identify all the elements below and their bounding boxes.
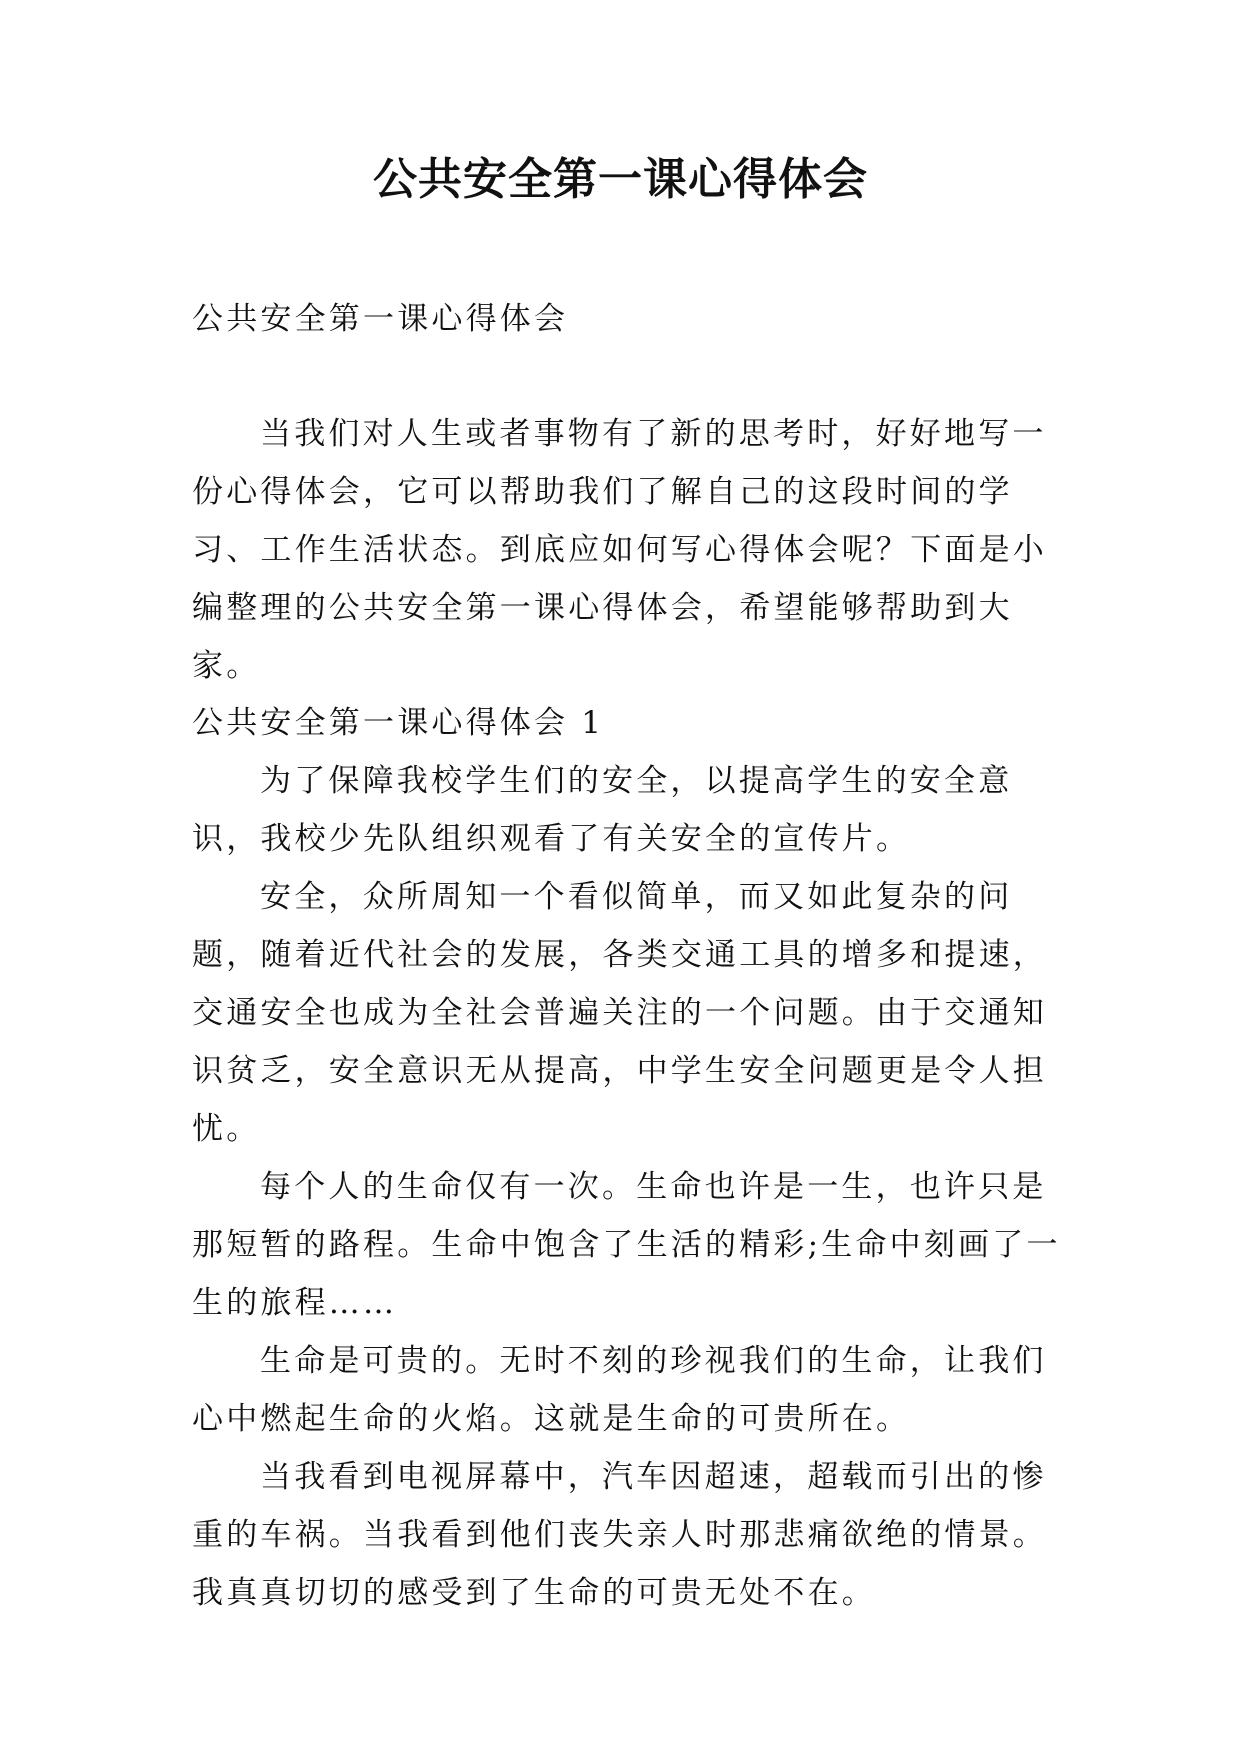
paragraph-5: 当我看到电视屏幕中，汽车因超速，超载而引出的惨重的车祸。当我看到他们丧失亲人时那悲痛欲绝的情景。我真真切切的感受到了生命的可贵无处不在。 <box>192 1459 1047 1611</box>
paragraph-4: 生命是可贵的。无时不刻的珍视我们的生命，让我们心中燃起生命的火焰。这就是生命的可贵所在。 <box>192 1343 1047 1437</box>
section-heading: 公共安全第一课心得体会 1 <box>192 705 605 741</box>
paragraph-1: 为了保障我校学生们的安全，以提高学生的安全意识，我校少先队组织观看了有关安全的宣传片。 <box>192 763 1013 857</box>
document-subtitle: 公共安全第一课心得体会 <box>192 301 569 337</box>
article-section-1 <box>192 694 1072 1622</box>
paragraph-3: 每个人的生命仅有一次。生命也许是一生，也许只是那短暂的路程。生命中饱含了生活的精彩;生命中刻画了一生的旅程…… <box>192 1169 1061 1321</box>
document-title: 公共安全第一课心得体会 <box>373 154 868 205</box>
intro-paragraph: 当我们对人生或者事物有了新的思考时，好好地写一份心得体会，它可以帮助我们了解自己的这段时间的学习、工作生活状态。到底应如何写心得体会呢？下面是小编整理的公共安全第一课心得体会，希望能够帮助到大家。 <box>192 416 1047 684</box>
paragraph-2: 安全，众所周知一个看似简单，而又如此复杂的问题，随着近代社会的发展，各类交通工具的增多和提速，交通安全也成为全社会普遍关注的一个问题。由于交通知识贫乏，安全意识无从提高，中学生安全问题更是令人担忧。 <box>192 879 1047 1147</box>
intro-section <box>192 405 1072 695</box>
